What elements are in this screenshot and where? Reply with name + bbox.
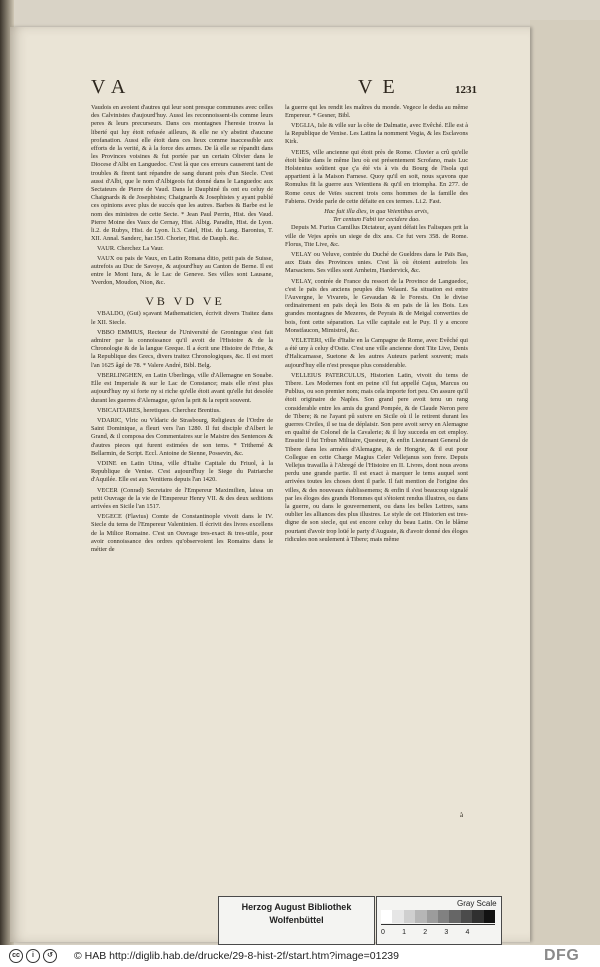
entry: VELETERI, ville d'Italie en la Campagne de Rome, avec Evêché qui a été uny à celuy d'Ostie. C'est une ville ancienne dont Tite Live, Denis d'Halicarnasse, Suetone & les autres Auteurs parlent souvent; mais aujourd'huy elle n'est presque plus considerable. bbox=[285, 336, 468, 369]
entry: Depuis M. Furius Camillus Dictateur, ayant défait les Falisques prit la ville de Vejes après un siege de dix ans. Ce fut vers 358. de Rome. Florus, Tite Live, &c. bbox=[285, 224, 468, 248]
library-city: Wolfenbüttel bbox=[269, 915, 324, 925]
sa-icon[interactable]: ↺ bbox=[43, 949, 57, 963]
verse-line: Ter centum Fabii ter cecidere duo. bbox=[333, 216, 420, 224]
gray-swatch bbox=[381, 910, 392, 923]
gray-swatch bbox=[461, 910, 472, 923]
source-link[interactable]: © HAB http://diglib.hab.de/drucke/29-8-hist-2f/start.htm?image=01239 bbox=[74, 950, 399, 962]
ruler-tick-label: 4 bbox=[465, 929, 470, 936]
entry: VDARIC, Vlric ou Vldaric de Strasbourg, Religieux de l'Ordre de Saint Dominique, a fleuri vers l'an 1280. Il fut disciple d'Albert le Grand, & il composa des Commentaires sur le Maistre des Sentences & d'autres pieces qui furent estimées de son tems. * Trithemé & Bellarmin, de Script. Eccl. Antoine de Sienne, Possevin, &c. bbox=[91, 416, 273, 457]
dfg-logo: DFG bbox=[544, 947, 580, 964]
paragraph: VAUR. Cherchez La Vaur. bbox=[97, 244, 164, 252]
entry: VECER (Conrad) Secretaire de l'Empereur Maximilien, laissa un petit Ouvrage de la vie de l'Empereur Henry VII. & des deux seditions arrivées en Sicile l'an 1517. bbox=[91, 486, 273, 510]
license-icons bbox=[9, 949, 57, 963]
right-column bbox=[285, 104, 468, 546]
gray-swatch bbox=[427, 910, 438, 923]
ruler-tick-label: 3 bbox=[444, 929, 449, 936]
gray-swatch bbox=[472, 910, 483, 923]
library-stamp bbox=[218, 896, 375, 945]
entry: VELAY ou Veluve, contrée du Duché de Gueldres dans le Païs Bas, aux Etats des Provinces unies. C'est là où étoient autrefois les Marsaciens. Ses villes sont Arnheim, Hardervick, &c. bbox=[285, 250, 468, 275]
ruler-line bbox=[381, 924, 495, 925]
gray-swatch bbox=[449, 910, 460, 923]
by-icon[interactable]: i bbox=[26, 949, 40, 963]
entry: VEIES, ville ancienne qui étoit près de Rome. Cluvier a crû qu'elle étoit bâtie dans le même lieu où est présentement Scrofano, mais Luc Holstenius soûtient que ç'a été vis à vis du Bourg de l'Isola qui appartient à la Maison Farnese. Quoy qu'il en soit, nous sçavons que Romulus fit la guerre aux Veïentiens & qu'il en triompha. En 277. de Rome ceux de Veïes sucrent trois cens hommes de la famille des Fabiens. Ovide parle de cette défaite en ces termes. Li.2. Fast. bbox=[285, 148, 468, 205]
gray-swatch bbox=[404, 910, 415, 923]
entry: VBICAITAIRES, heretiques. Cherchez Brentius. bbox=[97, 406, 221, 414]
library-name: Herzog August Bibliothek bbox=[241, 902, 352, 912]
ruler-ticks bbox=[381, 927, 495, 939]
verse-line: Hac fuit illa dies, in qua Veientibus arvis, bbox=[324, 207, 429, 215]
entry: VBALDO, (Gui) sçavant Mathematicien, écrivit divers Traitez dans le XII. Siecle. bbox=[91, 310, 273, 326]
page-number: 1231 bbox=[455, 84, 477, 96]
running-head-right: VE bbox=[358, 76, 405, 98]
paragraph: VAUX ou pais de Vaux, en Latin Romana ditio, petit pais de Suisse, autrefois au Duc de Savoye, & aujourd'huy au Canton de Berne. Il est entre le Mont Iura, & le Lac de Geneve. Ses villes sont Lausane, Yverdon, Moudon, Nion, &c. bbox=[91, 254, 273, 287]
gray-scale-target bbox=[376, 896, 502, 945]
footer-bar bbox=[0, 945, 600, 967]
gray-swatch bbox=[484, 910, 495, 923]
catchword: à bbox=[460, 811, 464, 819]
entry: VEGECE (Flavius) Comte de Constantinople vivoit dans le IV. Siecle du tems de l'Empereur Valentinien. Il écrivit des livres excellens de la Milice Romaine. C'est un Ouvrage tres-exact & tres-utile, pour avoir connoissance des ordres qu'observoient les Romains dans le métier de bbox=[91, 513, 273, 553]
paragraph: la guerre qui les rendit les maîtres du monde. Vegece le dedia au même Empereur. * Gesner, Bibl. bbox=[285, 104, 468, 120]
gray-swatch bbox=[415, 910, 426, 923]
entry: VBBO EMMIUS, Recteur de l'Université de Groningue s'est fait admirer par la connoissance qu'il avoit de l'Histoire & de la Chronologie & de la langue Greque. Il a écrit une Histoire de Frise, & la Republique des Grecs, divers traitez Chronologiques, &c. Il est mort l'an 1625 âgé de 78. * Valere André, Bibl. Belg. bbox=[91, 328, 273, 369]
section-heading: VB VD VE bbox=[145, 294, 225, 309]
ruler-tick-label: 0 bbox=[381, 929, 385, 936]
ruler-tick-label: 1 bbox=[402, 929, 407, 936]
gray-swatch bbox=[438, 910, 449, 923]
scan-background-right bbox=[530, 20, 600, 945]
entry: VELLEIUS PATERCULUS, Historien Latin, vivoit du tems de Tibere. Les Modernes font en peine s'il fut appellé Cajus, Marcus ou Publius, ou son premier nom; mais cela importe fort peu. On assure qu'il étoit originaire de Naples. Son grand pere avoit tenu un rang considerable entre les amis du grand Pompée, & de Claude Neron pere de Tibere; & ne l'ayant pû suivre en Sicile où il le retirent durant les guerres Civiles, il se tua de déplaisir. Son pere avoit servy en Alemagne en qualité de Colonel de la Cavalerie; & il luy succeda en cet employ. Ensuite il fut Tribun Militaire, Questeur, & enfin Lieutenant General de Tibere dans les armées d'Alemagne, & de Hongrie, & il eut pour Collegue en cette Charge Magius Celer Vellejanus son frere. Depuis Vellejus travailla à l'Abregé de l'Histoire en II. Livres, dont nous avons perdu une grande partie. Il est exact à marquer le tems auquel sont arrivées toutes les choses dont il parle. Il fait mention de l'origine des villes, & des nouveaux établissemens; & enfin il s'est beaucoup signalé par les éloges des grands Hommes qui s'étoient rendus illustres, ou dans la guerre, ou dans le gouvernement, ou dans les belles Lettres, sans oublier les alliances des plus illustres. Le style de cet Historien est tres-digne de son siecle, qui est encore celuy du beau Latin. On le blâme pourtant d'avoir trop loüé le party d'Auguste, & d'avoir donné des éloges ridicules non seulement à Tibere; mais même bbox=[285, 371, 468, 543]
entry: VDINE en Latin Utina, ville d'Italie Capitale du Friuol, à la Republique de Venise. C'est aujourd'huy le Siege du Patriarche d'Aquilée. Elle est aux Venitiens depuis l'an 1420. bbox=[91, 459, 273, 484]
gray-scale-bar bbox=[381, 910, 495, 923]
ruler-tick-label: 2 bbox=[423, 929, 428, 936]
gray-scale-title: Gray Scale bbox=[457, 899, 497, 908]
entry: VELAY, contrée de France du ressort de la Province de Languedoc, c'est le païs des anciens peuples dits Velauni. Sa situation est entre l'Auvergne, le Vivarets, le Gevaudan & le Forests. On le divise ordinairement en païs deçà les Bois & en païs de là les Bois. Les grandes montagnes de Mezeres, de Peyrais & de Meigal converties de bois, font cette séparation. La ville capitale est le Puy. Il y a encore Monstfaucon, Mimistrol, &c. bbox=[285, 277, 468, 334]
left-column bbox=[91, 104, 273, 556]
gray-swatch bbox=[392, 910, 403, 923]
entry: VBERLINGHEN, en Latin Uberlinga, ville d'Allemagne en Souabe. Elle est Imperiale & sur le Lac de Constance; mais elle n'est plus aujourd'huy ny si forte ny si riche qu'elle étoit avant qu'elle fut desolée durant les guerres d'Alemagne, qu'on la prit & la reprit souvent. bbox=[91, 371, 273, 404]
running-head-left: VA bbox=[91, 76, 134, 98]
cc-icon[interactable]: cc bbox=[9, 949, 23, 963]
paragraph: Vaudois en avoient d'autres qui leur sont presque communes avec celles des Calvinistes d'aujourd'huy. Aussi les reconnoissent-ils comme leurs peres & leurs precurseurs. Dans ces montagnes l'heresie trouva la liberté qui luy étoit refusée ailleurs, & elle ne s'y abstint d'aucune profanation. Aussi elle étoit dans ces lieux comme inaccessible aux efforts de la verité, & à la force des armes. De là elle se répandit dans les Provinces voisines & fut portée par un certain Olivier dans le Diocese d'Albi en Languedoc. C'est là que ces erreurs causerent tant de troubles & firent tant répandre de sang durant près d'un Siecle. C'est aussi d'Albi, que le nom d'Albigeois fut donné dans le Languedoc aux Sectateurs de Pierre de Vaud. Dans le Dauphiné ils ont eu celuy de Chaignards & de Josephistes; Chaignards & Josephistes y ayant publié ces opinions avec plus de succés que les autres. Barbes & Barbe est le nom des ministres de cette Secte. * Jean Paul Perrin, Hist. des Vaud. Pierre Moine des Vaux de Cernay, Hist. Albig. Paradin, Hist. de Lyon. li.2. de Rubys, Hist. de Lyon. li.3. Catel, Hist. du Lang. Baronius, T. XII. Annal. Sanderc, har.150. Chorier, Hist. de Dauph. &c. bbox=[91, 104, 273, 243]
entry: VEGLIA, Isle & ville sur la côte de Dalmatie, avec Evêché. Elle est à la Republique de Venise. Les Latins la nomment Vegia, & les Esclavons Kirk. bbox=[285, 121, 468, 146]
